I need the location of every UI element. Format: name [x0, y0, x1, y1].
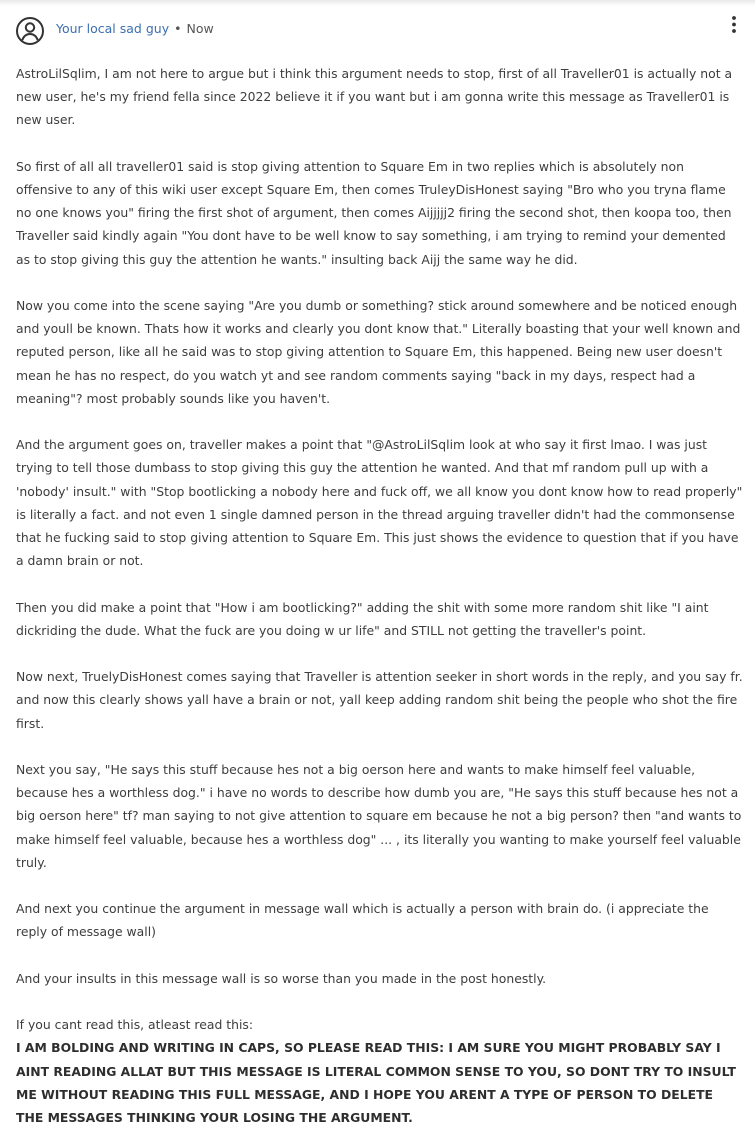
post-paragraph: So first of all all traveller01 said is stop giving attention to Square Em in two replies which is absolutely non offensive to any of this wiki user except Square Em, then comes TruleyDisHonest saying "Bro who you tryna flame no one knows you" firing the first shot of argument, then comes Aijjjjj2 firing the second shot, then koopa too, then Traveller said kindly again "You dont have to be well know to say something, i am trying to remind your demented as to stop giving this guy the attention he wants." insulting back Aijj the same way he did. [16, 158, 732, 267]
post-paragraph: And the argument goes on, traveller makes a point that "@AstroLilSqlim look at who say it first lmao. I was just trying to tell those dumbass to stop giving this guy the attention he wanted. And that mf random pull up with a 'nobody' insult." with "Stop bootlicking a nobody here and fuck off, we all know you dont know how to read properly" is literally a fact. and not even 1 single damned person in the thread arguing traveller didn't had the commonsense that he fucking said to stop giving attention to Square Em. This just shows the evidence to question that if you have a damn brain or not. [16, 437, 743, 569]
post-header [0, 12, 755, 48]
post-meta [56, 21, 214, 37]
post-timestamp: Now [186, 21, 214, 36]
closing-bold-text: I AM BOLDING AND WRITING IN CAPS, SO PLEASE READ THIS: I AM SURE YOU MIGHT PROBABLY SAY I AINT READING ALLAT BUT THIS MESSAGE IS LITERAL COMMON SENSE TO YOU, SO DONT TRY TO INSULT ME WITHOUT READING THIS FULL MESSAGE, AND I HOPE YOU ARENT A TYPE OF PERSON TO DELETE THE MESSAGES THINKING YOUR LOSING THE ARGUMENT. [16, 1040, 736, 1125]
closing-intro: If you cant read this, atleast read this: [16, 1017, 254, 1033]
meta-separator: • [174, 21, 182, 36]
post-paragraph: Then you did make a point that "How i am bootlicking?" adding the shit with some more random shit like "I aint dickriding the dude. What the fuck are you doing w ur life" and STILL not getting the traveller's point. [16, 599, 709, 638]
post-paragraph: Now you come into the scene saying "Are you dumb or something? stick around somewhere and be noticed enough and youll be known. Thats how it works and clearly you dont know that." Literally boasting that your well known and reputed person, like all he said was to stop giving attention to Square Em, this happened. Being new user doesn't mean he has no respect, do you watch yt and see random comments saying "back in my days, respect had a meaning"? most probably sounds like you haven't. [16, 298, 741, 406]
user-avatar-icon[interactable] [15, 16, 45, 46]
post-paragraph: Now next, TruelyDisHonest comes saying that Traveller is attention seeker in short words in the reply, and you say fr. and now this clearly shows yall have a brain or not, yall keep adding random shit being the people who shot the fire first. [16, 669, 743, 731]
author-link[interactable]: Your local sad guy [56, 21, 170, 36]
top-shadow [0, 0, 755, 6]
post-paragraph: And next you continue the argument in message wall which is actually a person with brain do. (i appreciate the reply of message wall) [16, 901, 709, 940]
post-paragraph: AstroLilSqlim, I am not here to argue but i think this argument needs to stop, first of all Traveller01 is actually not a new user, he's my friend fella since 2022 believe it if you want but i am gonna write this message as Traveller01 is new user. [16, 66, 733, 128]
post-paragraph: And your insults in this message wall is so worse than you made in the post honestly. [16, 970, 547, 986]
post-body [16, 62, 743, 1129]
more-options-kebab-icon[interactable] [730, 14, 738, 36]
post-paragraph: Next you say, "He says this stuff because hes not a big oerson here and wants to make himself feel valuable, because hes a worthless dog." i have no words to describe how dumb you are, "He says this stuff because hes not a big oerson here" tf? man saying to not give attention to square em because he not a big person? then "and wants to make himself feel valuable, because hes a worthless dog" ... , its literally you wanting to make yourself feel valuable truly. [16, 762, 742, 870]
